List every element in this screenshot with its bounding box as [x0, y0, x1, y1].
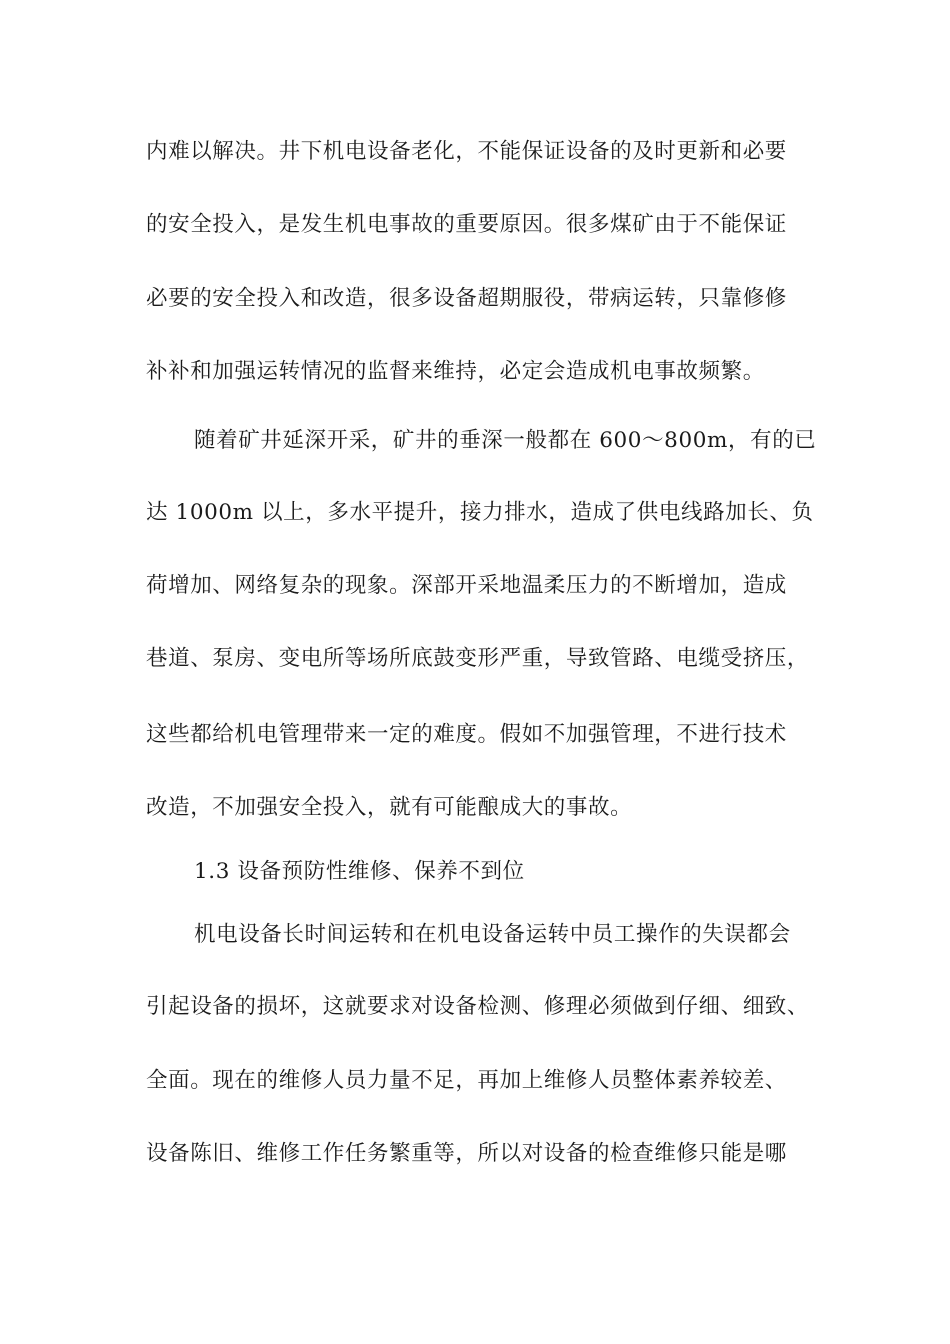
paragraph-first-line: 随着矿井延深开采，矿井的垂深一般都在 600～800m，有的已 [194, 428, 817, 453]
text-line: 内难以解决。井下机电设备老化，不能保证设备的及时更新和必要 [146, 139, 787, 164]
text-line: 补补和加强运转情况的监督来维持，必定会造成机电事故频繁。 [146, 359, 765, 384]
text-line: 全面。现在的维修人员力量不足，再加上维修人员整体素养较差、 [146, 1068, 787, 1093]
text-line: 引起设备的损坏，这就要求对设备检测、修理必须做到仔细、细致、 [146, 994, 810, 1019]
text-line: 必要的安全投入和改造，很多设备超期服役，带病运转，只靠修修 [146, 286, 787, 311]
text-line: 改造，不加强安全投入，就有可能酿成大的事故。 [146, 795, 633, 820]
paragraph-first-line: 机电设备长时间运转和在机电设备运转中员工操作的失误都会 [194, 922, 791, 947]
text-line: 巷道、泵房、变电所等场所底鼓变形严重，导致管路、电缆受挤压， [146, 646, 810, 671]
text-line: 设备陈旧、维修工作任务繁重等，所以对设备的检查维修只能是哪 [146, 1141, 787, 1166]
text-line: 荷增加、网络复杂的现象。深部开采地温柔压力的不断增加，造成 [146, 573, 787, 598]
text-line: 这些都给机电管理带来一定的难度。假如不加强管理，不进行技术 [146, 722, 787, 747]
text-line: 达 1000m 以上，多水平提升，接力排水，造成了供电线路加长、负 [146, 500, 814, 525]
text-line: 的安全投入，是发生机电事故的重要原因。很多煤矿由于不能保证 [146, 212, 787, 237]
section-heading: 1.3 设备预防性维修、保养不到位 [194, 859, 525, 884]
